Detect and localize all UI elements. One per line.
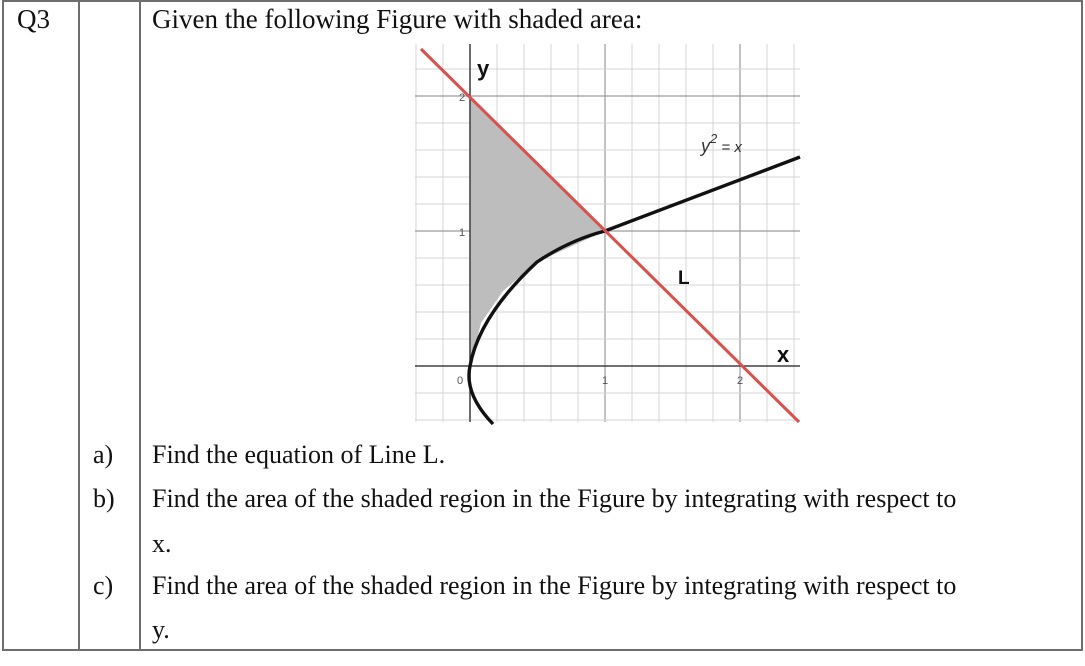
origin-label: 0 — [457, 375, 464, 387]
curve-label-exp: 2 — [710, 131, 718, 146]
shaded-region — [470, 98, 605, 366]
part-a-text: Find the equation of Line L. — [152, 440, 446, 469]
part-b-text-line-2: x. — [152, 529, 172, 558]
x-tick-label-2: 2 — [737, 375, 744, 387]
curve-label-rest: = x — [717, 139, 742, 156]
table-border-top — [2, 0, 1083, 2]
table-border-bottom — [2, 649, 1083, 651]
part-b-label: b) — [93, 484, 115, 513]
column-divider-2 — [139, 0, 141, 651]
question-number: Q3 — [17, 4, 50, 34]
curve-label-base: y — [701, 136, 710, 156]
part-c-text-line-2: y. — [152, 615, 170, 644]
table-border-left — [2, 0, 4, 651]
question-prompt: Given the following Figure with shaded area: — [152, 4, 643, 34]
line-l-label: L — [678, 268, 690, 289]
part-c-text-line-1: Find the area of the shaded region in the Figure by integrating with respect to — [152, 571, 957, 600]
column-divider-1 — [78, 0, 80, 651]
table-border-right — [1081, 0, 1083, 651]
curve-equation-label — [699, 131, 742, 156]
part-b-text-line-1: Find the area of the shaded region in the Figure by integrating with respect to — [152, 484, 957, 513]
y-tick-label-2: 2 — [459, 92, 466, 104]
part-c-label: c) — [93, 571, 114, 600]
x-tick-label-1: 1 — [602, 375, 609, 387]
graph-figure — [415, 44, 805, 426]
axis-y-label: y — [477, 56, 490, 81]
y-tick-label-1: 1 — [459, 227, 466, 239]
axis-x-label: x — [777, 342, 790, 367]
part-a-label: a) — [93, 440, 114, 469]
